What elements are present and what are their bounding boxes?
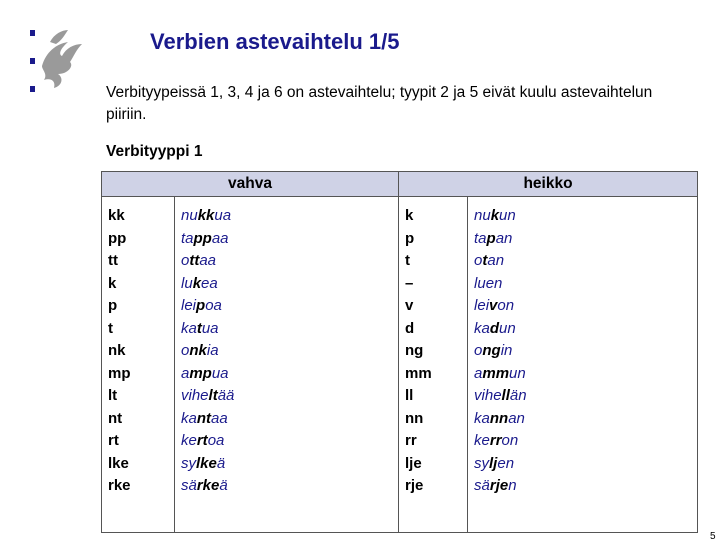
weak-grade: rje — [405, 477, 424, 494]
strong-grade: rke — [108, 477, 131, 494]
weak-grade: ll — [405, 387, 414, 404]
weak-grade: nn — [405, 409, 424, 427]
strong-grade: nk — [108, 342, 126, 359]
subtitle: Verbityyppi 1 — [106, 143, 203, 160]
strong-example-word: kertoa — [181, 432, 225, 449]
weak-example-word: leivon — [474, 297, 515, 314]
weak-grade: v — [405, 297, 414, 314]
weak-grade: p — [405, 229, 415, 247]
strong-grade: lke — [108, 454, 129, 472]
weak-example-word: kerron — [474, 432, 519, 449]
strong-grade: k — [108, 274, 117, 292]
strong-grade-column — [102, 197, 175, 533]
university-flame-logo — [28, 22, 88, 102]
strong-grade: lt — [108, 387, 118, 404]
strong-example-word: viheltää — [181, 387, 235, 404]
weak-grade: d — [405, 319, 415, 337]
strong-grade: rt — [108, 432, 119, 449]
strong-grade: pp — [108, 229, 127, 247]
weak-example-word: nukun — [474, 207, 516, 224]
weak-example-word: kannan — [474, 409, 525, 427]
strong-example-word: ottaa — [181, 252, 217, 269]
weak-example-word: ongin — [474, 342, 513, 359]
intro-text: Verbityypeissä 1, 3, 4 ja 6 on astevaihtelu; tyypit 2 ja 5 eivät kuulu astevaihtelun piiriin. — [106, 84, 653, 123]
strong-grade: mp — [108, 364, 131, 382]
strong-example-word: kantaa — [181, 409, 228, 427]
header-weak: heikko — [399, 172, 698, 197]
weak-grade: rr — [405, 432, 417, 449]
weak-grade: ng — [405, 342, 424, 359]
header-strong: vahva — [102, 172, 399, 197]
weak-example-word: vihellän — [474, 387, 527, 404]
weak-grade: k — [405, 207, 414, 224]
weak-example-word: syljen — [474, 454, 515, 472]
strong-example-word: ampua — [181, 364, 229, 382]
weak-example-word: luen — [474, 274, 503, 292]
strong-example-word: onkia — [181, 342, 219, 359]
consonant-gradation-table — [101, 171, 698, 533]
weak-example-word: ammun — [474, 364, 526, 382]
weak-example-word: kadun — [474, 319, 516, 337]
strong-example-word: katua — [181, 319, 219, 337]
strong-grade: kk — [108, 207, 125, 224]
strong-grade: p — [108, 297, 118, 314]
weak-grade: – — [405, 274, 414, 292]
weak-grade: mm — [405, 364, 432, 382]
strong-example-word: sylkeä — [181, 454, 226, 472]
weak-example-word: otan — [474, 252, 505, 269]
weak-word-column — [468, 197, 698, 533]
weak-grade: lje — [405, 454, 422, 472]
strong-example-word: tappaa — [181, 229, 229, 247]
weak-example-word: särjen — [474, 477, 517, 494]
strong-grade: nt — [108, 409, 123, 427]
slide-title: Verbien astevaihtelu 1/5 — [150, 29, 400, 54]
weak-grade: t — [405, 252, 411, 269]
strong-example-word: lukea — [181, 274, 218, 292]
strong-example-word: särkeä — [181, 477, 228, 494]
strong-example-word: nukkua — [181, 207, 232, 224]
strong-grade: t — [108, 319, 113, 337]
strong-example-word: leipoa — [181, 297, 222, 314]
page-number: 5 — [710, 531, 716, 542]
weak-example-word: tapan — [474, 229, 513, 247]
strong-grade: tt — [108, 252, 118, 269]
weak-grade-column — [399, 197, 468, 533]
strong-word-column — [175, 197, 399, 533]
